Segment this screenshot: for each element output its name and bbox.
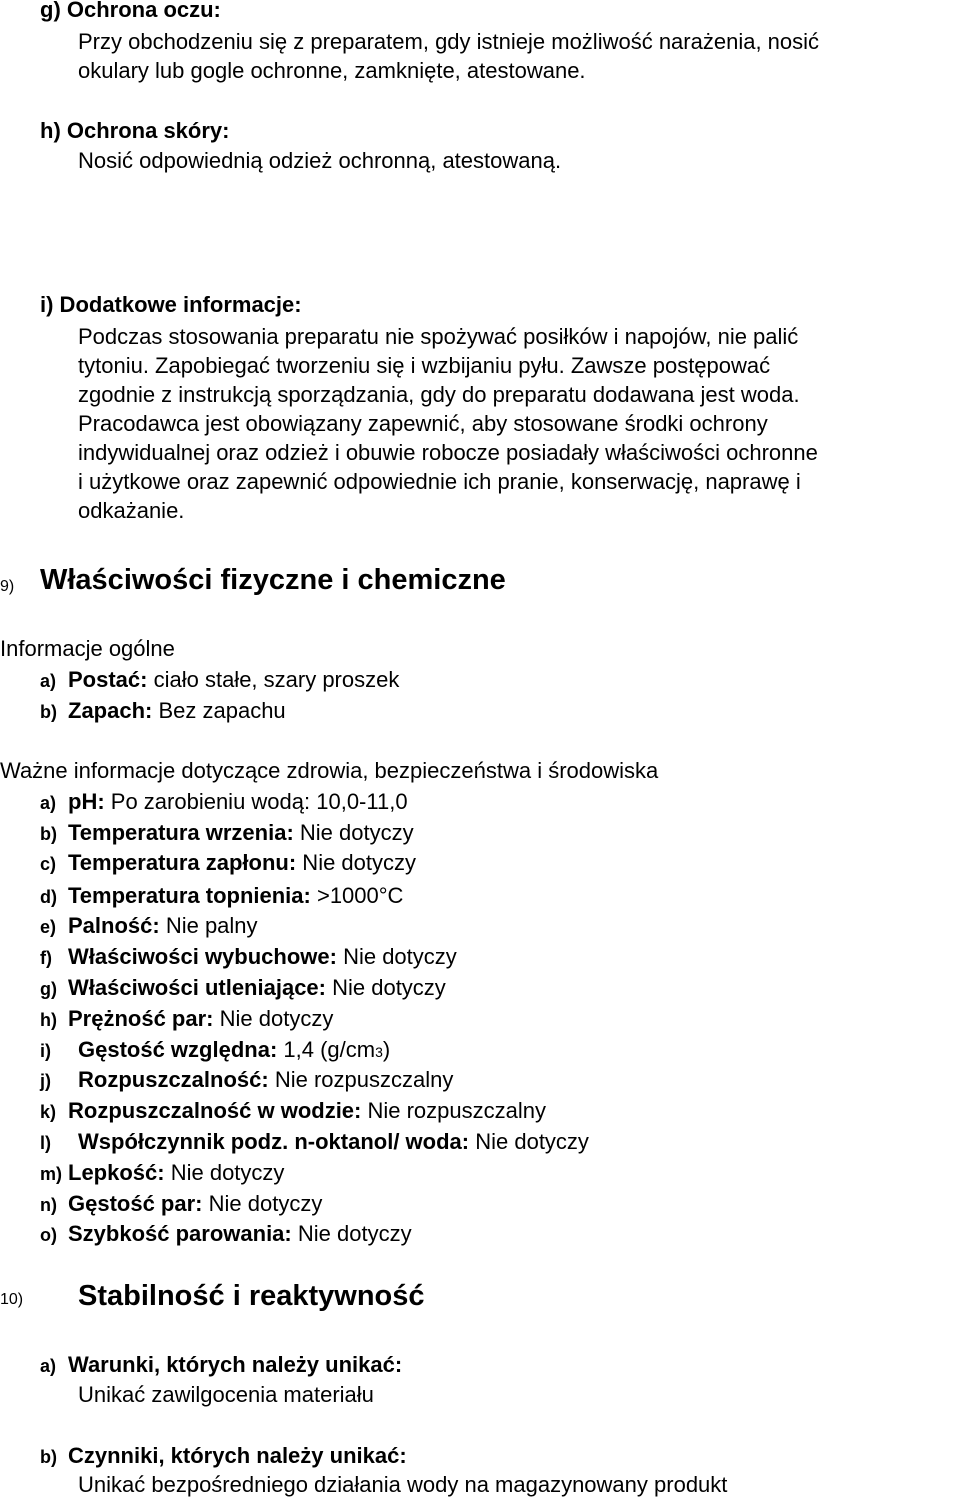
section-10-number: 10): [0, 1291, 24, 1308]
property-evaporation-rate: [40, 1220, 412, 1249]
property-value: Nie palny: [159, 913, 258, 938]
property-boiling-point: [40, 819, 414, 848]
section-9-number: 9): [0, 578, 15, 595]
property-odor: [40, 697, 286, 726]
property-label: Właściwości utleniające:: [68, 975, 326, 1000]
property-value: Nie rozpuszczalny: [268, 1067, 454, 1092]
item-marker: f): [40, 948, 52, 968]
property-label: Czynniki, których należy unikać:: [68, 1443, 407, 1468]
item-marker: l): [40, 1133, 51, 1153]
property-value: Nie dotyczy: [213, 1006, 334, 1031]
property-label: Rozpuszczalność w wodzie:: [68, 1098, 362, 1123]
property-label: Szybkość parowania:: [68, 1221, 292, 1246]
property-label: Rozpuszczalność:: [78, 1067, 269, 1092]
unit-exponent: 3: [375, 1044, 383, 1060]
property-label: Postać:: [68, 667, 148, 692]
item-marker: b): [40, 1447, 57, 1467]
property-label: Właściwości wybuchowe:: [68, 944, 337, 969]
factors-to-avoid-text: Unikać bezpośredniego działania wody na magazynowany produkt: [78, 1472, 728, 1497]
property-label: Gęstość względna:: [78, 1037, 278, 1062]
property-value: Nie dotyczy: [325, 975, 446, 1000]
property-label: Prężność par:: [68, 1006, 214, 1031]
item-marker: d): [40, 887, 57, 907]
conditions-to-avoid-text: Unikać zawilgocenia materiału: [78, 1382, 374, 1407]
item-marker: e): [40, 917, 57, 937]
property-value-tail: ): [382, 1037, 391, 1062]
item-marker: g): [40, 979, 57, 999]
text-line: zgodnie z instrukcją sporządzania, gdy do preparatu dodawana jest woda.: [78, 382, 800, 407]
property-label: Współczynnik podz. n-oktanol/ woda:: [78, 1129, 470, 1154]
property-flammability: [40, 912, 258, 941]
property-value: Bez zapachu: [152, 698, 286, 723]
property-relative-density: [40, 1036, 390, 1066]
property-value: Nie dotyczy: [293, 820, 414, 845]
property-partition-coefficient: [40, 1128, 589, 1157]
heading-eye-protection: g) Ochrona oczu:: [40, 0, 221, 22]
property-label: Temperatura zapłonu:: [68, 850, 297, 875]
property-label: Palność:: [68, 913, 160, 938]
property-label: pH:: [68, 789, 105, 814]
item-marker: k): [40, 1102, 57, 1122]
property-label: Gęstość par:: [68, 1191, 203, 1216]
property-value: ciało stałe, szary proszek: [147, 667, 400, 692]
property-value: Nie dotyczy: [296, 850, 417, 875]
text-line: odkażanie.: [78, 498, 185, 523]
text-line: Przy obchodzeniu się z preparatem, gdy istnieje możliwość narażenia, nosić: [78, 29, 820, 54]
factors-to-avoid-heading: [40, 1442, 407, 1471]
section-10-title: Stabilność i reaktywność: [78, 1280, 425, 1312]
heading-skin-protection: h) Ochrona skóry:: [40, 118, 230, 143]
text-line: okulary lub gogle ochronne, zamknięte, atestowane.: [78, 58, 586, 83]
general-info-heading: Informacje ogólne: [0, 636, 175, 661]
text-line: tytoniu. Zapobiegać tworzeniu się i wzbijaniu pyłu. Zawsze postępować: [78, 353, 771, 378]
text-line: i użytkowe oraz zapewnić odpowiednie ich pranie, konserwację, naprawę i: [78, 469, 801, 494]
property-label: Warunki, których należy unikać:: [68, 1352, 403, 1377]
property-value: >1000°C: [310, 883, 404, 908]
text-line: Podczas stosowania preparatu nie spożywać posiłków i napojów, nie palić: [78, 324, 799, 349]
property-value: Nie dotyczy: [469, 1129, 589, 1154]
text-line: Nosić odpowiednią odzież ochronną, atestowaną.: [78, 148, 562, 173]
item-marker: b): [40, 824, 57, 844]
property-value: Nie rozpuszczalny: [361, 1098, 547, 1123]
text-line: Pracodawca jest obowiązany zapewnić, aby stosowane środki ochrony: [78, 411, 768, 436]
item-marker: i): [40, 1041, 51, 1061]
item-marker: c): [40, 854, 57, 874]
property-ph: [40, 788, 408, 817]
property-label: Lepkość:: [68, 1160, 165, 1185]
property-vapor-density: [40, 1190, 322, 1219]
property-value: Po zarobieniu wodą: 10,0-11,0: [104, 789, 408, 814]
item-marker: a): [40, 671, 57, 691]
item-marker: a): [40, 793, 57, 813]
additional-info-text: [78, 322, 958, 525]
item-marker: j): [40, 1071, 51, 1091]
property-value: Nie dotyczy: [336, 944, 457, 969]
property-value: Nie dotyczy: [291, 1221, 412, 1246]
important-info-heading: Ważne informacje dotyczące zdrowia, bezpieczeństwa i środowiska: [0, 758, 659, 783]
text-line: indywidualnej oraz odzież i obuwie robocze posiadały właściwości ochronne: [78, 440, 818, 465]
item-marker: h): [40, 1010, 57, 1030]
section-9-title: Właściwości fizyczne i chemiczne: [40, 564, 506, 596]
property-vapor-pressure: [40, 1005, 333, 1034]
item-marker: b): [40, 702, 57, 722]
eye-protection-text: [78, 27, 958, 85]
conditions-to-avoid-heading: [40, 1351, 402, 1380]
property-label: Zapach:: [68, 698, 153, 723]
property-form: [40, 666, 399, 695]
property-value: 1,4 (g/cm: [277, 1037, 376, 1062]
property-flash-point: [40, 849, 416, 878]
item-marker: m): [40, 1164, 62, 1184]
property-melting-point: [40, 882, 403, 911]
property-value: Nie dotyczy: [202, 1191, 323, 1216]
property-label: Temperatura topnienia:: [68, 883, 311, 908]
item-marker: o): [40, 1225, 57, 1245]
property-viscosity: [40, 1159, 284, 1188]
property-oxidizing: [40, 974, 446, 1003]
item-marker: n): [40, 1195, 57, 1215]
property-water-solubility: [40, 1097, 546, 1126]
skin-protection-text: [78, 146, 958, 175]
property-label: Temperatura wrzenia:: [68, 820, 294, 845]
property-explosive: [40, 943, 457, 972]
heading-additional-info: i) Dodatkowe informacje:: [40, 292, 302, 317]
property-solubility: [40, 1066, 453, 1095]
item-marker: a): [40, 1356, 57, 1376]
property-value: Nie dotyczy: [164, 1160, 285, 1185]
